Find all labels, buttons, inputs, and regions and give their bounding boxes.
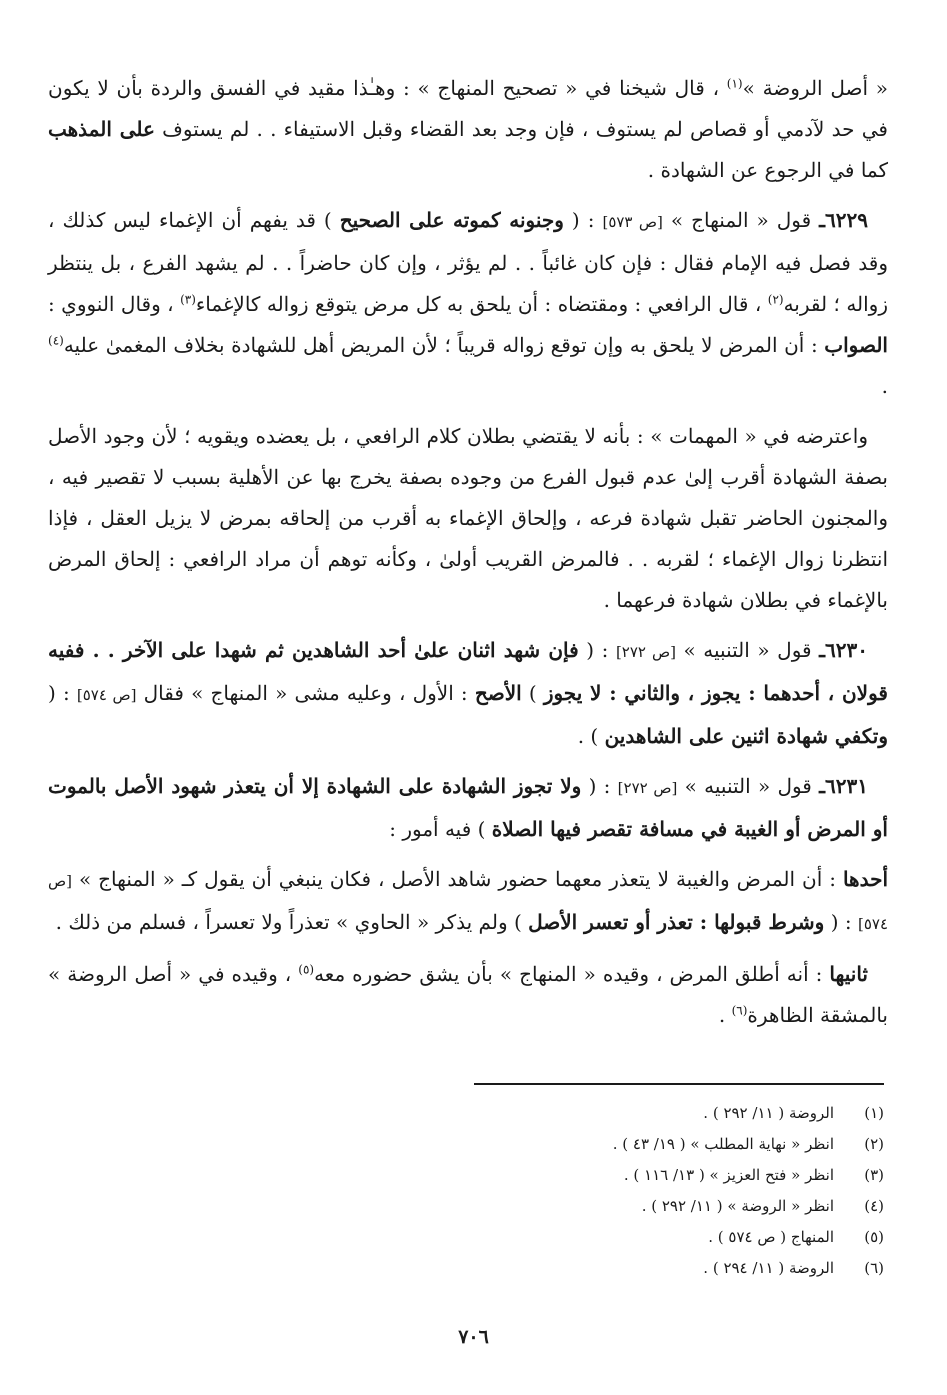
footnote-ref: (٦) [731,1003,748,1018]
bold-text: وشرط قبولها : تعذر أو تعسر الأصل [528,910,825,934]
bold-text: ٦٢٢٩ـ [819,208,868,232]
text-run: ) [521,681,544,705]
paragraph [48,200,888,407]
footnote-text: الروضة ( ١١/ ٢٩٢ ) . [703,1104,834,1122]
bold-text: أحدها [842,867,888,891]
footnote-ref: (٢) [767,292,784,307]
footnote [480,1098,884,1129]
text-run: [ص ٥٧٣] [602,213,663,231]
footnote-number: (٦) [864,1259,884,1277]
text-run: ، قال الرافعي : ومقتضاه : أن يلحق به كل مرض يتوقع زواله كالإغماء [195,292,768,316]
footnote-number: (٥) [864,1228,884,1246]
text-run: : ( [581,774,618,798]
bold-text: ثانيها [829,962,868,986]
paragraph [48,954,888,1036]
text-run: ) قد يفهم أن الإغماء ليس كذلك ، وقد فصل فيه الإمام فقال : فإن كان غائباً . . لم يؤثر ، وإن كان حاضراً . . لم يشهد الفرع ، بل ينتظر زواله ؛ لقربه [48,208,889,316]
text-run: ، وقال النووي : [48,292,181,316]
footnote-text: المنهاج ( ص ٥٧٤ ) . [708,1228,834,1246]
footnote [480,1191,884,1222]
footnotes [480,1098,884,1284]
text-run: ، قال شيخنا في « تصحيح المنهاج » : وهـٰذا مقيد في الفسق والردة بأن لا يكون في حد لآدمي أو قصاص لم يستوف ، فإن وجد بعد القضاء وقبل الاستيفاء . . لم يستوف [48,76,888,141]
text-run: قول « التنبيه » [677,774,820,798]
bold-text: على المذهب [48,117,155,141]
bold-text: فإن شهد اثنان علىٰ أحد الشاهدين ثم شهدا على الآخر . . ففيه قولان ، أحدهما : يجوز ، والثاني : لا يجوز [48,638,888,705]
bold-text: وجنونه كموته على الصحيح [339,208,564,232]
text-run: ، وقيده في « أصل الروضة » بالمشقة الظاهرة [48,962,888,1027]
text-run: ) فيه أمور : [389,817,492,841]
footnote-text: انظر « فتح العزيز » ( ١٣/ ١١٦ ) . [623,1166,834,1184]
bold-text: ٦٢٣٠ـ [819,638,868,662]
text-run: : الأول ، وعليه مشى « المنهاج » فقال [136,681,475,705]
bold-text: ٦٢٣١ـ [819,774,868,798]
footnote-number: (٣) [864,1166,884,1184]
footnote-text: انظر « الروضة » ( ١١/ ٢٩٢ ) . [641,1197,834,1215]
text-run: [ص ٢٧٢] [615,643,676,661]
text-run: قول « المنهاج » [662,208,820,232]
footnote-ref: (٣) [180,292,196,307]
paragraph [48,859,888,945]
bold-text: وتكفي شهادة اثنين على الشاهدين [604,724,888,748]
text-run: . [881,374,888,398]
page-number: ٧٠٦ [458,1326,489,1348]
text-run: [ص ٥٧٤] [76,686,137,704]
footnote-text: انظر « نهاية المطلب » ( ١٩/ ٤٣ ) . [612,1135,834,1153]
footnote-text: الروضة ( ١١/ ٢٩٤ ) . [703,1259,834,1277]
footnote-divider [474,1083,884,1085]
paragraph [48,630,888,757]
text-run: : أن المرض لا يلحق به وإن توقع زواله قريباً ؛ لأن المريض أهل للشهادة بخلاف المغمىٰ عليه [63,333,825,357]
text-run: [ص ٥٧٤] [48,872,888,933]
footnote [480,1222,884,1253]
bold-text: ولا تجوز الشهادة على الشهادة إلا أن يتعذر شهود الأصل بالموت أو المرض أو الغيبة في مسافة تقصر فيها الصلاة [48,774,888,841]
footnote-ref: (١) [726,76,743,91]
footnote-number: (١) [864,1104,884,1122]
text-run: : ( [563,208,603,232]
footnote [480,1160,884,1191]
bold-text: الأصح [474,681,522,705]
text-run: [ص ٢٧٢] [617,779,678,797]
text-run: ) . [577,724,605,748]
footnote [480,1253,884,1284]
text-run: : أنه أطلق المرض ، وقيده « المنهاج » بأن يشق حضوره معه [314,962,830,986]
paragraph [48,68,888,191]
bold-text: الصواب [824,333,888,357]
footnote-number: (٢) [864,1135,884,1153]
main-text [48,68,888,1045]
text-run: : ( [48,681,77,705]
text-run: واعترضه في « المهمات » : بأنه لا يقتضي بطلان كلام الرافعي ، بل يعضده ويقويه ؛ لأن وجود الأصل بصفة الشهادة أقرب إلىٰ عدم قبول الفرع من وجوده بصفة يخرج بها عن الأهلية بسبب لا تقصير فيه ، والمجنون الحاضر تقبل شهادة فرعه ، وإلحاق الإغماء به أقرب من إلحاقه بمرض لا يزيل العقل ، فإذا انتظرنا زوال الإغماء ؛ لقربه . . فالمرض القريب أولىٰ ، وكأنه توهم أن مراد الرافعي : إلحاق المرض بالإغماء في بطلان شهادة فرعهما . [48,424,888,612]
footnote-ref: (٤) [48,333,64,348]
text-run: . [718,1003,732,1027]
text-run: : أن المرض والغيبة لا يتعذر معهما حضور شاهد الأصل ، فكان ينبغي أن يقول كـ « المنهاج » [72,867,843,891]
text-run: : ( [578,638,616,662]
footnote-ref: (٥) [298,962,315,977]
text-run: : ( [824,910,858,934]
text-run: قول « التنبيه » [675,638,820,662]
paragraph [48,416,888,621]
text-run: كما في الرجوع عن الشهادة . [647,158,888,182]
text-run: ) ولم يذكر « الحاوي » تعذراً ولا تعسراً ، فسلم من ذلك . [55,910,529,934]
footnote [480,1129,884,1160]
text-run: « أصل الروضة » [742,76,889,100]
footnote-number: (٤) [864,1197,884,1215]
paragraph [48,766,888,850]
